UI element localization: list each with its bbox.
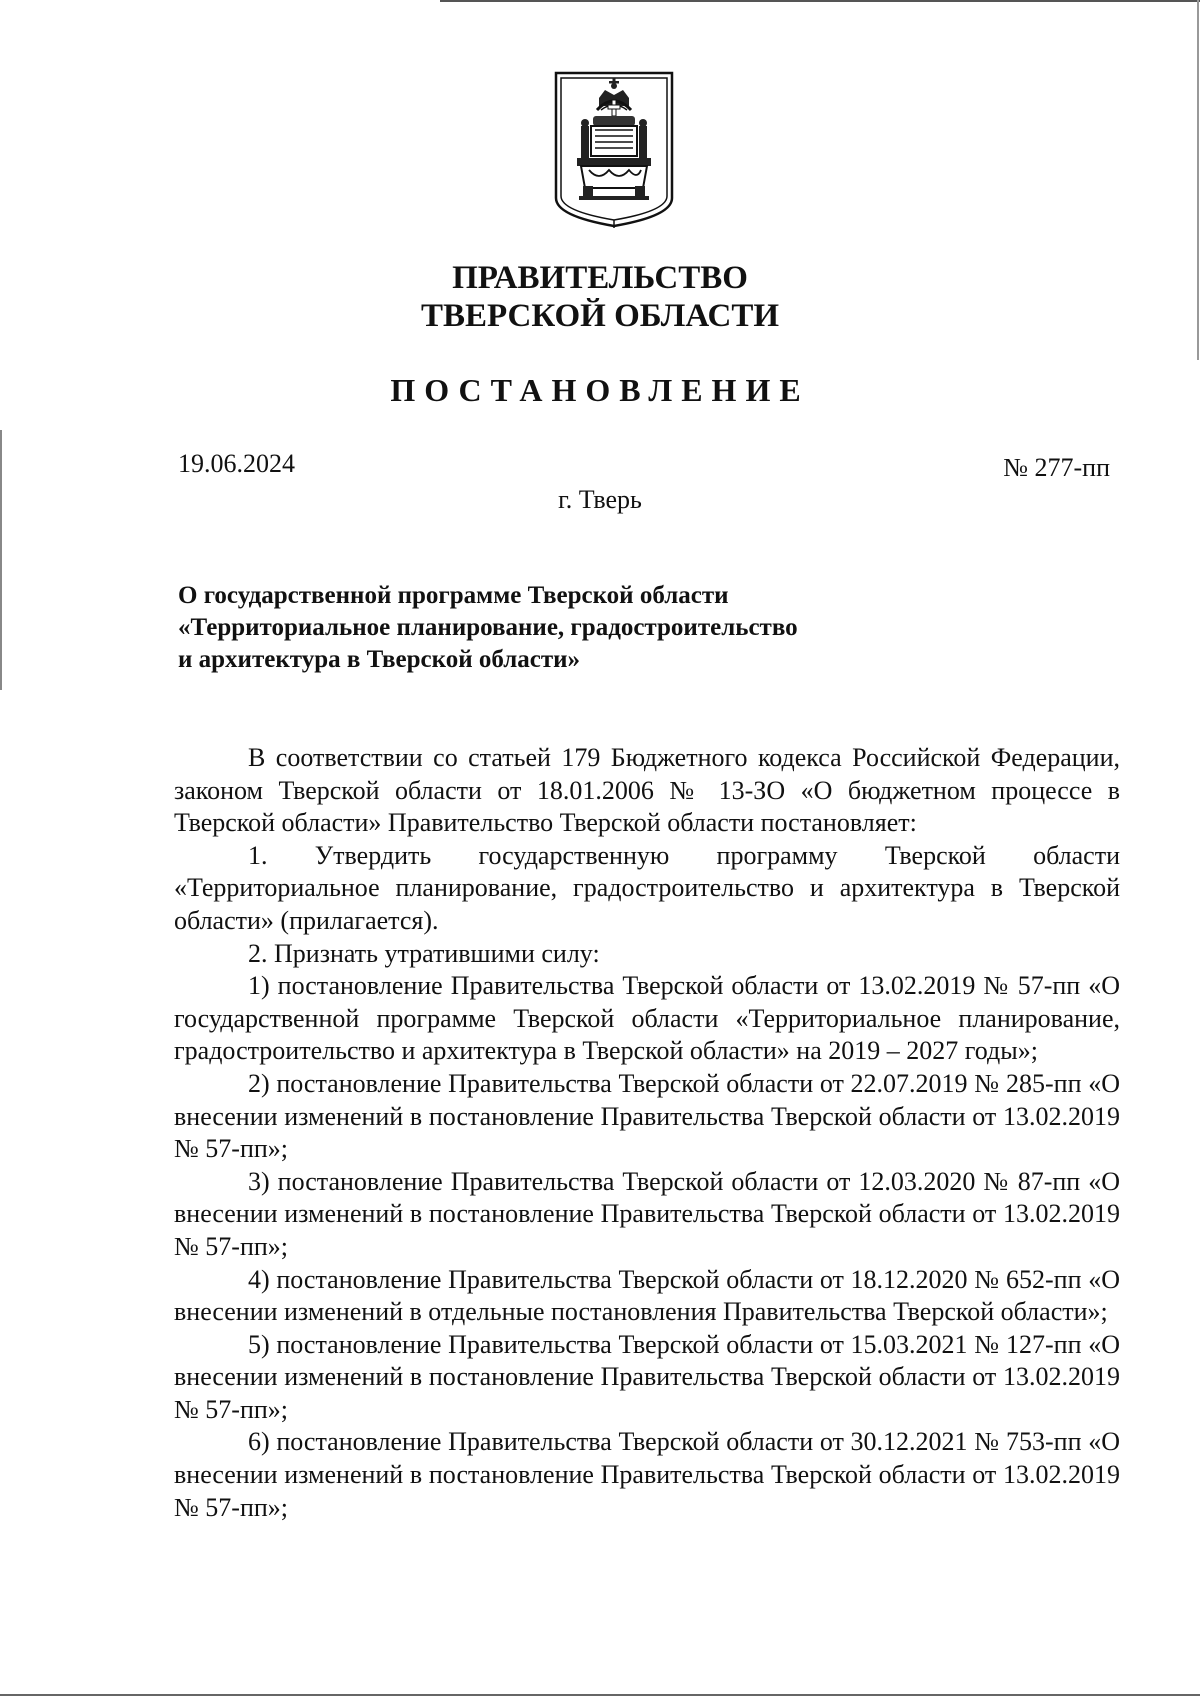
subitem-5-paragraph: 5) постановление Правительства Тверской области от 15.03.2021 № 127-пп «О внесении изменений в постановление Правительства Тверской области от 13.02.2019 № 57-пп»; — [174, 1329, 1120, 1424]
document-type: ПОСТАНОВЛЕНИЕ — [390, 372, 810, 408]
subitem-4-paragraph: 4) постановление Правительства Тверской области от 18.12.2020 № 652-пп «О внесении изменений в отдельные постановления Правительства Тверской области»; — [174, 1264, 1120, 1327]
document-date: 19.06.2024 — [178, 449, 295, 478]
document-body — [174, 742, 1120, 1524]
subitem-1-paragraph: 1) постановление Правительства Тверской области от 13.02.2019 № 57-пп «О государственной программе Тверской области «Территориальное планирование, градостроительство и архитектура в Тверской области» на 2019 – 2027 годы»; — [174, 971, 1120, 1066]
government-title-line1: ПРАВИТЕЛЬСТВО — [452, 260, 748, 296]
preamble-paragraph: В соответствии со статьей 179 Бюджетного кодекса Российской Федерации, законом Тверской области от 18.01.2006 № 13-ЗО «О бюджетном процессе в Тверской области» Правительство Тверской области постановляет: — [174, 743, 1120, 838]
subitem-2-paragraph: 2) постановление Правительства Тверской области от 22.07.2019 № 285-пп «О внесении изменений в постановление Правительства Тверской области от 13.02.2019 № 57-пп»; — [174, 1068, 1120, 1164]
document-city: г. Тверь — [558, 485, 642, 514]
subject-line: и архитектура в Тверской области» — [178, 646, 581, 673]
government-title-line2: ТВЕРСКОЙ ОБЛАСТИ — [420, 298, 780, 334]
document-number: № 277-пп — [1003, 453, 1110, 482]
scan-edge-left — [0, 430, 2, 690]
subitem-3-paragraph: 3) постановление Правительства Тверской области от 12.03.2020 № 87-пп «О внесении изменений в постановление Правительства Тверской области от 13.02.2019 № 57-пп»; — [174, 1166, 1120, 1261]
scan-edge-top — [440, 0, 1200, 2]
subject-line: «Территориальное планирование, градостроительство — [178, 614, 798, 641]
tver-coat-of-arms-icon — [553, 70, 675, 228]
item-2-paragraph: 2. Признать утратившими силу: — [248, 938, 600, 968]
item-1-paragraph: 1. Утвердить государственную программу Тверской области «Территориальное планирование, градостроительство и архитектура в Тверской области» (прилагается). — [174, 840, 1120, 935]
scan-edge-bottom — [0, 1694, 1200, 1696]
subitem-6-paragraph: 6) постановление Правительства Тверской области от 30.12.2021 № 753-пп «О внесении изменений в постановление Правительства Тверской области от 13.02.2019 № 57-пп»; — [174, 1427, 1120, 1522]
document-subject — [178, 580, 798, 676]
subject-line: О государственной программе Тверской области — [178, 582, 729, 609]
